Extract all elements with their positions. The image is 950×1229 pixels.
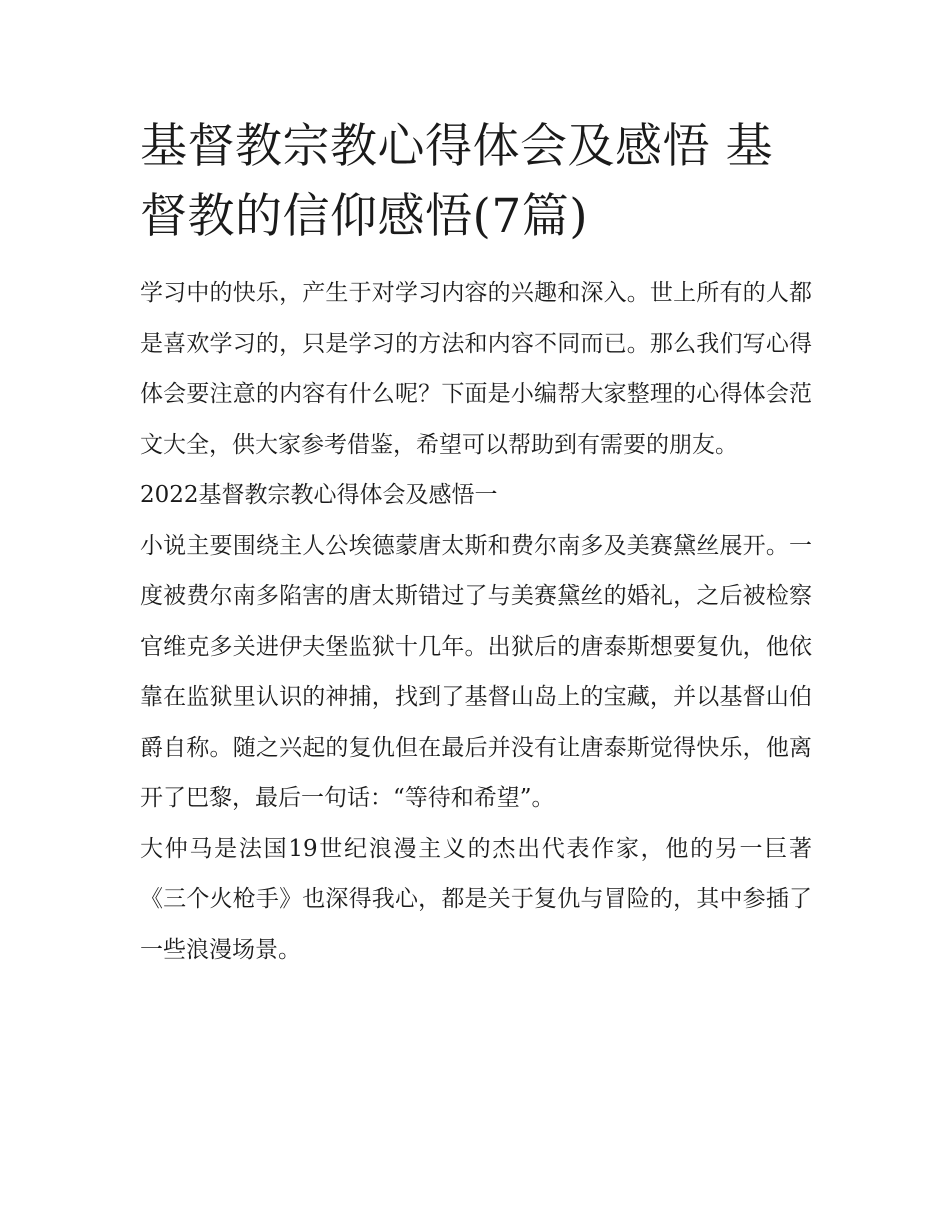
document-page [140, 112, 812, 975]
body-paragraph-1: 小说主要围绕主人公埃德蒙唐太斯和费尔南多及美赛黛丝展开。一度被费尔南多陷害的唐太斯错过了与美赛黛丝的婚礼，之后被检察官维克多关进伊夫堡监狱十几年。出狱后的唐泰斯想要复仇，他依靠在监狱里认识的神捕，找到了基督山岛上的宝藏，并以基督山伯爵自称。随之兴起的复仇但在最后并没有让唐泰斯觉得快乐，他离开了巴黎，最后一句话：“等待和希望”。 [140, 532, 812, 811]
section-heading: 2022基督教宗教心得体会及感悟一 [140, 482, 498, 508]
intro-paragraph: 学习中的快乐，产生于对学习内容的兴趣和深入。世上所有的人都是喜欢学习的，只是学习的方法和内容不同而已。那么我们写心得体会要注意的内容有什么呢？下面是小编帮大家整理的心得体会范文大全，供大家参考借鉴，希望可以帮助到有需要的朋友。 [140, 280, 812, 458]
document-title: 基督教宗教心得体会及感悟 基督教的信仰感悟(7篇) [140, 119, 773, 244]
body-paragraph-2: 大仲马是法国19世纪浪漫主义的杰出代表作家，他的另一巨著《三个火枪手》也深得我心，都是关于复仇与冒险的，其中参插了一些浪漫场景。 [140, 835, 812, 963]
